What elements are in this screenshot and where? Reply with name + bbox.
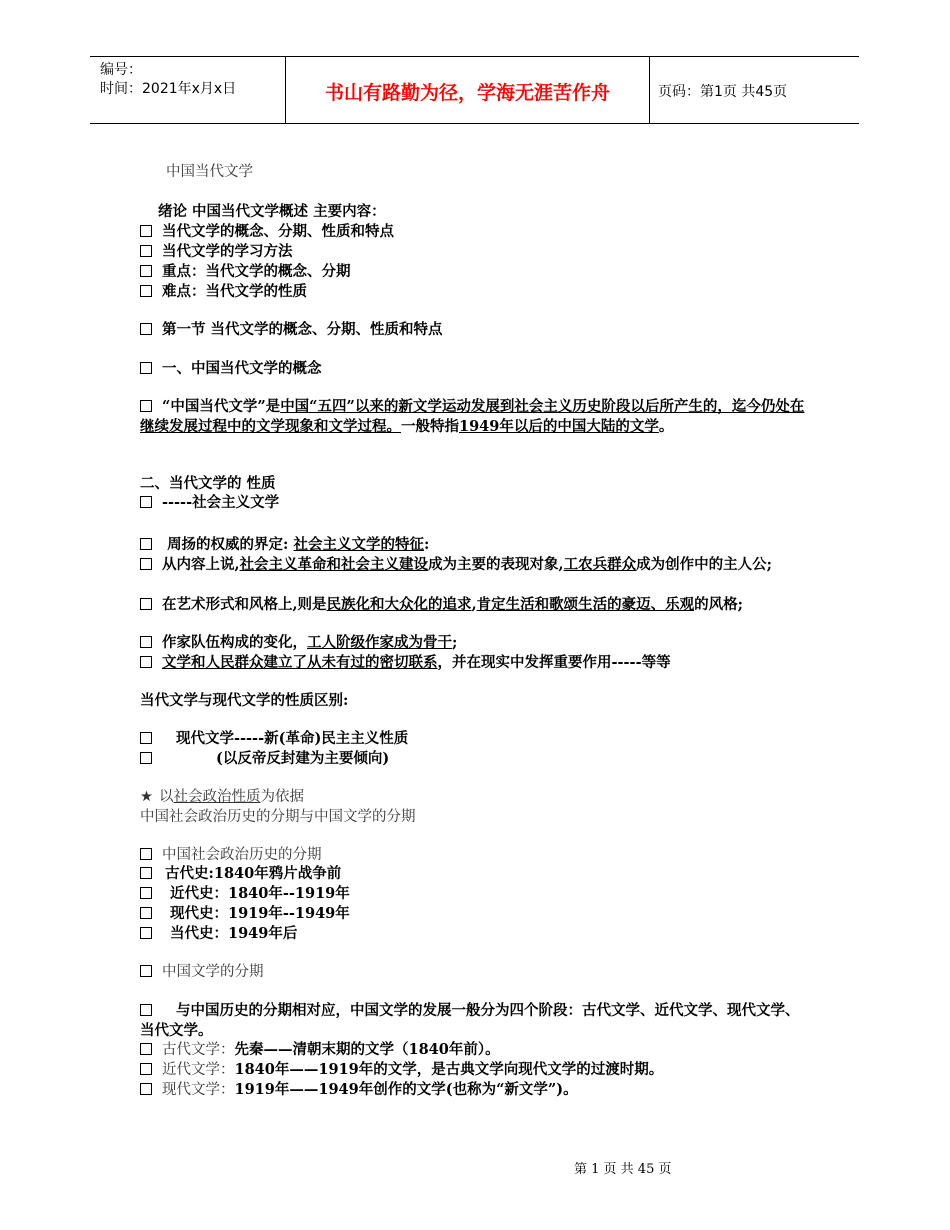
list-item: (以反帝反封建为主要倾向) xyxy=(140,749,389,769)
checkbox-icon xyxy=(140,598,152,610)
page-header xyxy=(90,56,859,124)
list-item: 重点：当代文学的概念、分期 xyxy=(140,262,351,282)
checkbox-icon xyxy=(140,887,152,899)
list-item: 在艺术形式和风格上,则是民族化和大众化的追求,肯定生活和歌颂生活的豪迈、乐观的风格; xyxy=(140,595,812,615)
checkbox-icon xyxy=(140,245,152,257)
checkbox-icon xyxy=(140,285,152,297)
checkbox-icon xyxy=(140,538,152,550)
checkbox-icon xyxy=(140,400,152,412)
checkbox-icon xyxy=(140,265,152,277)
checkbox-icon xyxy=(140,1063,152,1075)
list-item: 现代文学：1919年——1949年创作的文学(也称为“新文学”)。 xyxy=(140,1080,578,1100)
subsection-heading: 一、中国当代文学的概念 xyxy=(140,359,322,379)
list-item: 近代文学：1840年——1919年的文学，是古典文学向现代文学的过渡时期。 xyxy=(140,1060,663,1080)
doc-title: 中国当代文学 xyxy=(166,164,253,180)
list-item: 难点：当代文学的性质 xyxy=(140,282,307,302)
header-motto: 书山有路勤为径，学海无涯苦作舟 xyxy=(324,82,610,104)
checkbox-icon xyxy=(140,362,152,374)
checkbox-icon xyxy=(140,1004,152,1016)
checkbox-icon xyxy=(140,752,152,764)
list-item: 周扬的权威的界定: 社会主义文学的特征: xyxy=(140,535,429,555)
checkbox-icon xyxy=(140,636,152,648)
checkbox-icon xyxy=(140,927,152,939)
header-divider xyxy=(649,57,650,123)
checkbox-icon xyxy=(140,1043,152,1055)
periods-title: 中国社会政治历史的分期与中国文学的分期 xyxy=(140,809,416,825)
checkbox-icon xyxy=(140,558,152,570)
list-item: 作家队伍构成的变化，工人阶级作家成为骨干; xyxy=(140,633,457,653)
checkbox-icon xyxy=(140,1083,152,1095)
checkbox-icon xyxy=(140,656,152,668)
checkbox-icon xyxy=(140,323,152,335)
checkbox-icon xyxy=(140,848,152,860)
list-item: 当代文学的学习方法 xyxy=(140,242,293,262)
list-item: 近代史：1840年--1919年 xyxy=(140,884,350,904)
checkbox-icon xyxy=(140,907,152,919)
header-meta xyxy=(100,61,236,99)
time-label: 时间：2021年x月x日 xyxy=(100,81,237,97)
checkbox-icon xyxy=(140,732,152,744)
list-item: 现代史：1919年--1949年 xyxy=(140,904,350,924)
definition-paragraph: “中国当代文学”是中国“五四”以来的新文学运动发展到社会主义历史阶段以后所产生的，迄今仍处在继续发展过程中的文学现象和文学过程。一般特指1949年以后的中国大陆的文学。 xyxy=(140,398,805,435)
list-item: 当代史：1949年后 xyxy=(140,924,297,944)
checkbox-icon xyxy=(140,867,152,879)
list-item: 古代史:1840年鸦片战争前 xyxy=(140,864,341,884)
list-item: 中国文学的分期 xyxy=(140,962,264,982)
checkbox-icon xyxy=(140,965,152,977)
star-icon: ★ xyxy=(140,789,153,805)
section-heading: 第一节 当代文学的概念、分期、性质和特点 xyxy=(140,320,443,340)
list-item: 与中国历史的分期相对应，中国文学的发展一般分为四个阶段：古代文学、近代文学、现代文学、当代文学。 xyxy=(140,1002,800,1039)
number-label: 编号： xyxy=(100,62,142,78)
page-footer: 第 1 页 共 45 页 xyxy=(574,1162,672,1177)
list-item: 当代文学的概念、分期、性质和特点 xyxy=(140,222,394,242)
list-item: 从内容上说,社会主义革命和社会主义建设成为主要的表现对象,工农兵群众成为创作中的主人公; xyxy=(140,555,812,575)
list-item: 文学和人民群众建立了从未有过的密切联系，并在现实中发挥重要作用-----等等 xyxy=(140,653,671,673)
diff-title: 当代文学与现代文学的性质区别: xyxy=(140,692,349,709)
list-item: 古代文学：先秦——清朝末期的文学（1840年前）。 xyxy=(140,1040,500,1060)
checkbox-icon xyxy=(140,496,152,508)
list-item: -----社会主义文学 xyxy=(140,493,279,513)
intro-line: 绪论 中国当代文学概述 主要内容： xyxy=(158,203,386,220)
basis-line: ★ 以社会政治性质为依据 xyxy=(140,789,304,805)
list-item: 中国社会政治历史的分期 xyxy=(140,845,322,865)
subsection-heading: 二、当代文学的 性质 xyxy=(140,475,276,492)
checkbox-icon xyxy=(140,225,152,237)
list-item: 现代文学-----新(革命)民主主义性质 xyxy=(140,729,408,749)
header-page-info: 页码：第1页 共45页 xyxy=(658,84,788,100)
